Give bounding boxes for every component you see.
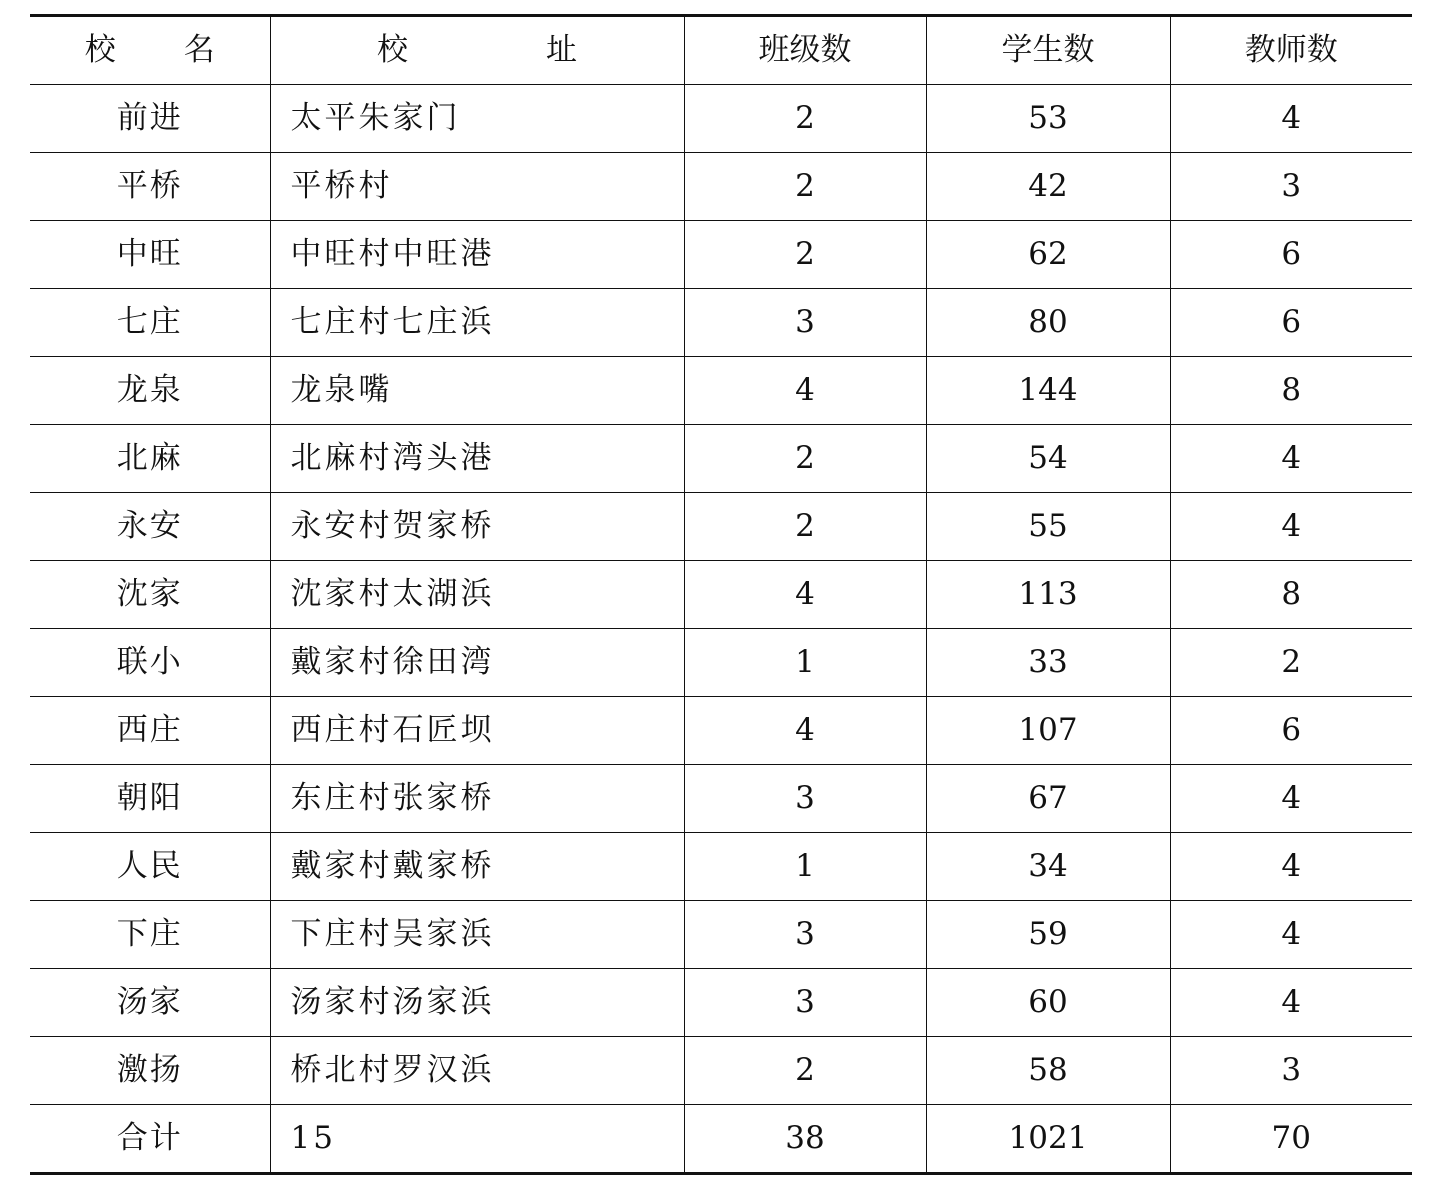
- cell-teachers: 3: [1170, 1037, 1412, 1105]
- cell-teachers: 4: [1170, 765, 1412, 833]
- cell-students: 113: [926, 561, 1170, 629]
- cell-address: 东庄村张家桥: [270, 765, 684, 833]
- cell-classes: 3: [684, 765, 926, 833]
- table-row: [30, 425, 1412, 493]
- cell-teachers: 4: [1170, 425, 1412, 493]
- cell-classes: 2: [684, 153, 926, 221]
- header-address: [270, 16, 684, 85]
- cell-school-name: 平桥: [30, 153, 270, 221]
- table-row: [30, 969, 1412, 1037]
- table-row: [30, 901, 1412, 969]
- cell-school-name: 前进: [30, 85, 270, 153]
- cell-classes: 2: [684, 1037, 926, 1105]
- cell-address: 中旺村中旺港: [270, 221, 684, 289]
- cell-students: 62: [926, 221, 1170, 289]
- header-classes: 班级数: [684, 16, 926, 85]
- cell-school-name: 沈家: [30, 561, 270, 629]
- table-row: [30, 1037, 1412, 1105]
- cell-address: 戴家村戴家桥: [270, 833, 684, 901]
- cell-students: 107: [926, 697, 1170, 765]
- cell-address: 汤家村汤家浜: [270, 969, 684, 1037]
- cell-school-name: 下庄: [30, 901, 270, 969]
- cell-classes: 4: [684, 357, 926, 425]
- total-students: 1021: [926, 1105, 1170, 1174]
- table-row: [30, 289, 1412, 357]
- cell-teachers: 6: [1170, 289, 1412, 357]
- cell-address: 戴家村徐田湾: [270, 629, 684, 697]
- total-school-count: 15: [270, 1105, 684, 1174]
- cell-students: 59: [926, 901, 1170, 969]
- cell-classes: 4: [684, 561, 926, 629]
- cell-teachers: 4: [1170, 493, 1412, 561]
- cell-address: 太平朱家门: [270, 85, 684, 153]
- cell-school-name: 汤家: [30, 969, 270, 1037]
- school-table: [30, 14, 1412, 1175]
- table-row: [30, 561, 1412, 629]
- cell-address: 平桥村: [270, 153, 684, 221]
- cell-students: 144: [926, 357, 1170, 425]
- cell-teachers: 4: [1170, 901, 1412, 969]
- cell-classes: 3: [684, 969, 926, 1037]
- cell-teachers: 4: [1170, 85, 1412, 153]
- total-teachers: 70: [1170, 1105, 1412, 1174]
- school-table-container: [30, 14, 1412, 1175]
- cell-students: 42: [926, 153, 1170, 221]
- cell-teachers: 6: [1170, 697, 1412, 765]
- cell-address: 下庄村吴家浜: [270, 901, 684, 969]
- cell-school-name: 联小: [30, 629, 270, 697]
- cell-school-name: 七庄: [30, 289, 270, 357]
- header-school-name: [30, 16, 270, 85]
- cell-students: 55: [926, 493, 1170, 561]
- table-row: [30, 357, 1412, 425]
- total-label: 合计: [30, 1105, 270, 1174]
- cell-school-name: 北麻: [30, 425, 270, 493]
- cell-classes: 2: [684, 493, 926, 561]
- cell-address: 桥北村罗汉浜: [270, 1037, 684, 1105]
- cell-students: 34: [926, 833, 1170, 901]
- table-row: [30, 221, 1412, 289]
- cell-classes: 3: [684, 289, 926, 357]
- cell-classes: 4: [684, 697, 926, 765]
- cell-teachers: 3: [1170, 153, 1412, 221]
- table-row: [30, 833, 1412, 901]
- header-row: [30, 16, 1412, 85]
- header-school-name-part1: 校: [84, 32, 116, 68]
- table-row: [30, 765, 1412, 833]
- cell-students: 60: [926, 969, 1170, 1037]
- table-row: [30, 85, 1412, 153]
- cell-school-name: 朝阳: [30, 765, 270, 833]
- cell-address: 七庄村七庄浜: [270, 289, 684, 357]
- cell-school-name: 西庄: [30, 697, 270, 765]
- cell-school-name: 中旺: [30, 221, 270, 289]
- cell-address: 北麻村湾头港: [270, 425, 684, 493]
- cell-students: 80: [926, 289, 1170, 357]
- cell-address: 龙泉嘴: [270, 357, 684, 425]
- cell-students: 58: [926, 1037, 1170, 1105]
- cell-teachers: 6: [1170, 221, 1412, 289]
- header-school-name-part2: 名: [183, 32, 215, 68]
- header-address-part2: 址: [546, 32, 577, 68]
- cell-students: 54: [926, 425, 1170, 493]
- cell-classes: 2: [684, 425, 926, 493]
- cell-school-name: 人民: [30, 833, 270, 901]
- cell-teachers: 4: [1170, 833, 1412, 901]
- table-row: [30, 629, 1412, 697]
- cell-classes: 1: [684, 629, 926, 697]
- table-body: [30, 85, 1412, 1105]
- cell-school-name: 激扬: [30, 1037, 270, 1105]
- cell-classes: 2: [684, 221, 926, 289]
- cell-teachers: 2: [1170, 629, 1412, 697]
- table-row: [30, 697, 1412, 765]
- total-classes: 38: [684, 1105, 926, 1174]
- cell-students: 53: [926, 85, 1170, 153]
- cell-address: 沈家村太湖浜: [270, 561, 684, 629]
- header-address-part1: 校: [377, 32, 408, 68]
- total-row: [30, 1105, 1412, 1174]
- cell-school-name: 龙泉: [30, 357, 270, 425]
- header-students: 学生数: [926, 16, 1170, 85]
- cell-school-name: 永安: [30, 493, 270, 561]
- header-teachers: 教师数: [1170, 16, 1412, 85]
- cell-address: 西庄村石匠坝: [270, 697, 684, 765]
- cell-students: 33: [926, 629, 1170, 697]
- cell-classes: 1: [684, 833, 926, 901]
- cell-teachers: 8: [1170, 561, 1412, 629]
- cell-classes: 2: [684, 85, 926, 153]
- cell-students: 67: [926, 765, 1170, 833]
- cell-classes: 3: [684, 901, 926, 969]
- cell-teachers: 8: [1170, 357, 1412, 425]
- table-row: [30, 153, 1412, 221]
- table-row: [30, 493, 1412, 561]
- cell-teachers: 4: [1170, 969, 1412, 1037]
- cell-address: 永安村贺家桥: [270, 493, 684, 561]
